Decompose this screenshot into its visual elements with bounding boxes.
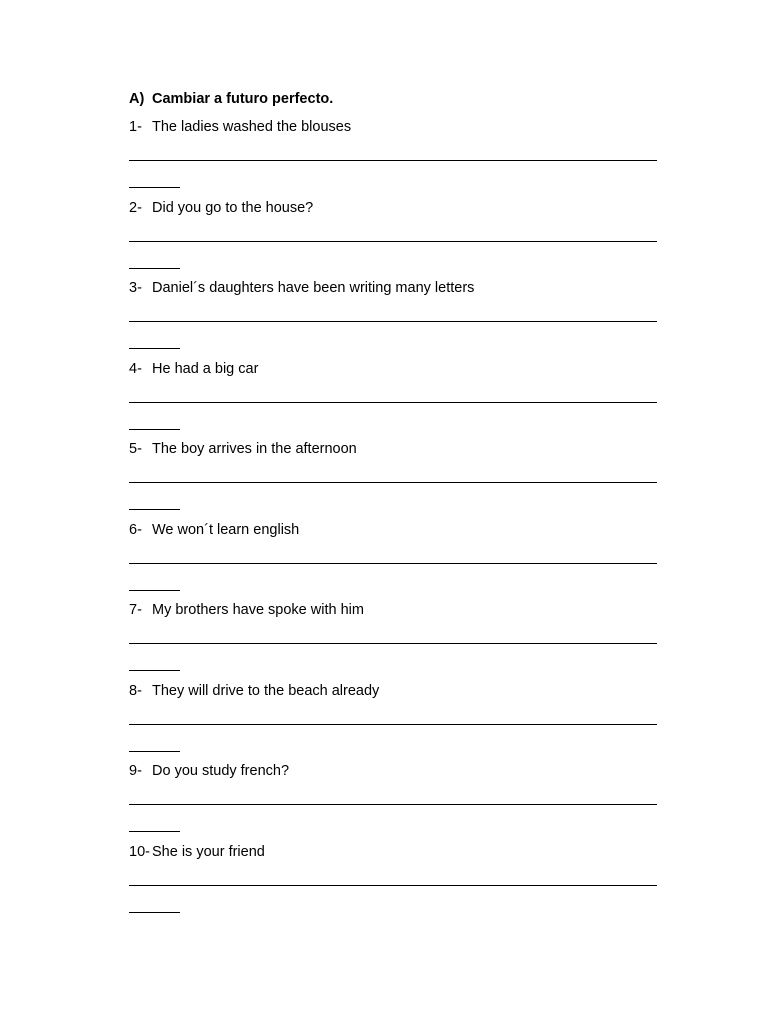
question-text: The boy arrives in the afternoon xyxy=(152,441,357,457)
section-letter: A) xyxy=(129,91,145,107)
question-line xyxy=(129,360,659,378)
question-line xyxy=(129,199,659,217)
question-line xyxy=(129,440,659,458)
question-text: She is your friend xyxy=(152,843,265,860)
question-list xyxy=(129,118,659,923)
question-item xyxy=(129,440,659,521)
answer-line xyxy=(129,160,657,161)
answer-line xyxy=(129,885,657,886)
question-item xyxy=(129,601,659,682)
question-item xyxy=(129,843,659,924)
answer-line-continuation xyxy=(129,268,180,269)
question-number: 2- xyxy=(129,199,142,216)
answer-line xyxy=(129,402,657,403)
question-text: Daniel´s daughters have been writing many letters xyxy=(152,280,475,296)
question-number: 9- xyxy=(129,763,142,779)
question-item xyxy=(129,521,659,602)
question-text: My brothers have spoke with him xyxy=(152,602,364,618)
question-number: 7- xyxy=(129,602,142,618)
answer-line xyxy=(129,804,657,805)
question-number: 6- xyxy=(129,521,142,538)
answer-line-continuation xyxy=(129,831,180,832)
question-text: Did you go to the house? xyxy=(152,199,314,216)
question-text: He had a big car xyxy=(152,360,259,377)
answer-line-continuation xyxy=(129,912,180,913)
question-number: 5- xyxy=(129,441,142,457)
answer-line-continuation xyxy=(129,509,180,510)
question-line xyxy=(129,762,659,780)
question-line xyxy=(129,843,659,861)
answer-line xyxy=(129,563,657,564)
question-item xyxy=(129,360,659,441)
question-item xyxy=(129,199,659,280)
question-item xyxy=(129,279,659,360)
question-line xyxy=(129,682,659,700)
answer-line-continuation xyxy=(129,590,180,591)
question-text: The ladies washed the blouses xyxy=(152,119,352,135)
question-number: 8- xyxy=(129,682,142,699)
question-line xyxy=(129,279,659,297)
question-item xyxy=(129,682,659,763)
answer-line-continuation xyxy=(129,348,180,349)
question-number: 3- xyxy=(129,280,142,296)
answer-line-continuation xyxy=(129,187,180,188)
answer-line-continuation xyxy=(129,751,180,752)
question-number: 4- xyxy=(129,360,142,377)
answer-line-continuation xyxy=(129,429,180,430)
question-item xyxy=(129,118,659,199)
section-title: Cambiar a futuro perfecto. xyxy=(152,91,334,107)
answer-line xyxy=(129,321,657,322)
answer-line xyxy=(129,241,657,242)
answer-line xyxy=(129,643,657,644)
answer-line-continuation xyxy=(129,670,180,671)
question-number: 10- xyxy=(129,843,150,860)
question-item xyxy=(129,762,659,843)
question-line xyxy=(129,118,659,136)
section-heading xyxy=(129,91,333,107)
question-text: Do you study french? xyxy=(152,763,290,779)
question-text: They will drive to the beach already xyxy=(152,682,380,699)
question-line xyxy=(129,601,659,619)
answer-line xyxy=(129,724,657,725)
question-line xyxy=(129,521,659,539)
answer-line xyxy=(129,482,657,483)
question-number: 1- xyxy=(129,119,142,135)
question-text: We won´t learn english xyxy=(152,521,300,538)
